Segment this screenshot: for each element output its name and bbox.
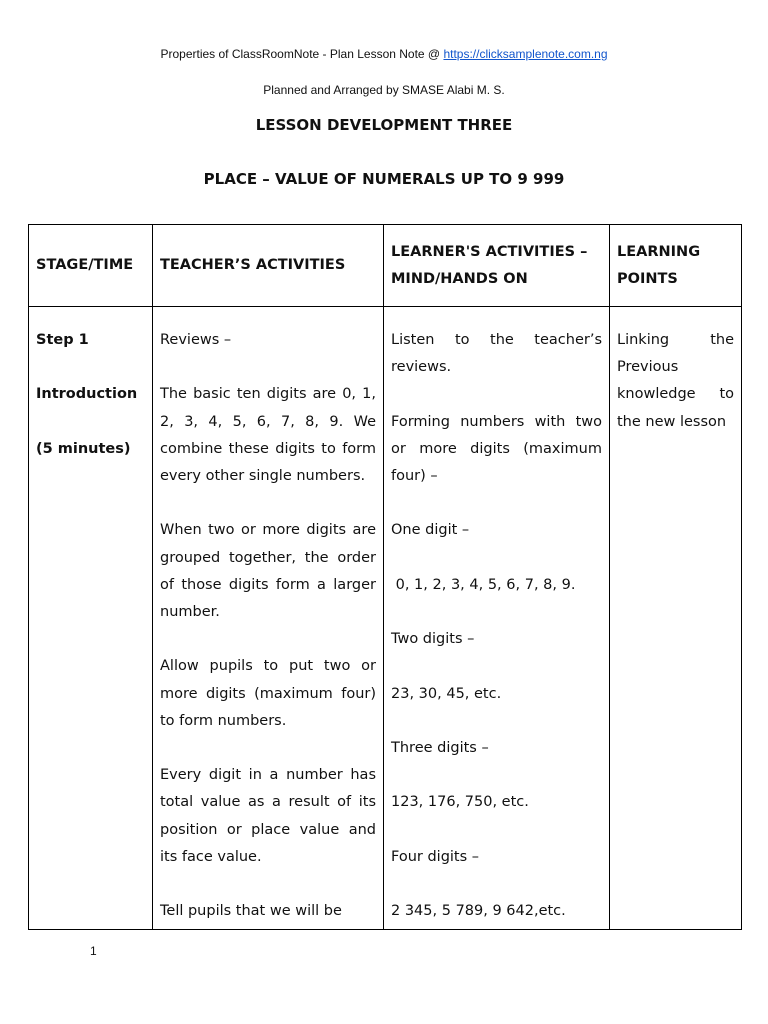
stage-name: Introduction (36, 386, 138, 403)
learner-paragraph: Three digits – (391, 739, 489, 756)
table-row (29, 307, 742, 930)
teacher-paragraph: Every digit in a number has total value as a result of its position or place value and its face value. (160, 767, 376, 865)
teacher-paragraph: When two or more digits are grouped together, the order of those digits form a larger number. (160, 522, 376, 620)
website-link[interactable]: https://clicksamplenote.com.ng (443, 47, 608, 61)
table-header-row (29, 225, 742, 307)
header-stage-time: STAGE/TIME (29, 225, 153, 307)
learner-paragraph: Forming numbers with two or more digits (maximum four) – (391, 413, 602, 484)
learner-paragraph: 2 345, 5 789, 9 642,etc. (391, 903, 566, 920)
learner-paragraph: Listen to the teacher’s reviews. (391, 332, 602, 376)
lesson-plan-table (28, 224, 742, 930)
learner-paragraph: 123, 176, 750, etc. (391, 794, 529, 811)
stage-duration: (5 minutes) (36, 440, 131, 457)
learner-paragraph: One digit – (391, 522, 470, 539)
author-line: Planned and Arranged by SMASE Alabi M. S. (263, 83, 505, 97)
learner-paragraph: 23, 30, 45, etc. (391, 685, 502, 702)
learner-paragraph: 0, 1, 2, 3, 4, 5, 6, 7, 8, 9. (391, 576, 576, 593)
learning-points-text: Linking the Previous knowledge to the new lesson (617, 332, 734, 430)
teacher-paragraph: Allow pupils to put two or more digits (maximum four) to form numbers. (160, 658, 376, 729)
teacher-paragraph: Reviews – (160, 332, 232, 348)
header-text: Properties of ClassRoomNote - Plan Lesson Note @ (160, 47, 444, 61)
stage-step: Step 1 (36, 332, 89, 348)
header-learner-activities: LEARNER'S ACTIVITIES – MIND/HANDS ON (384, 225, 610, 307)
header-teacher-activities: TEACHER’S ACTIVITIES (153, 225, 384, 307)
learner-activities-cell (384, 307, 610, 930)
teacher-paragraph: Tell pupils that we will be (160, 903, 342, 920)
teacher-activities-cell (153, 307, 384, 930)
lesson-title: LESSON DEVELOPMENT THREE (255, 116, 513, 134)
page-number: 1 (90, 944, 97, 958)
document-header-line (0, 47, 768, 61)
stage-cell (29, 307, 153, 930)
teacher-paragraph: The basic ten digits are 0, 1, 2, 3, 4, 5, 6, 7, 8, 9. We combine these digits to form every other single numbers. (160, 386, 376, 484)
learner-paragraph: Four digits – (391, 848, 480, 865)
header-learning-points: LEARNING POINTS (610, 225, 742, 307)
learner-paragraph: Two digits – (391, 631, 475, 648)
lesson-subtitle: PLACE – VALUE OF NUMERALS UP TO 9 999 (203, 170, 565, 188)
learning-points-cell (610, 307, 742, 930)
